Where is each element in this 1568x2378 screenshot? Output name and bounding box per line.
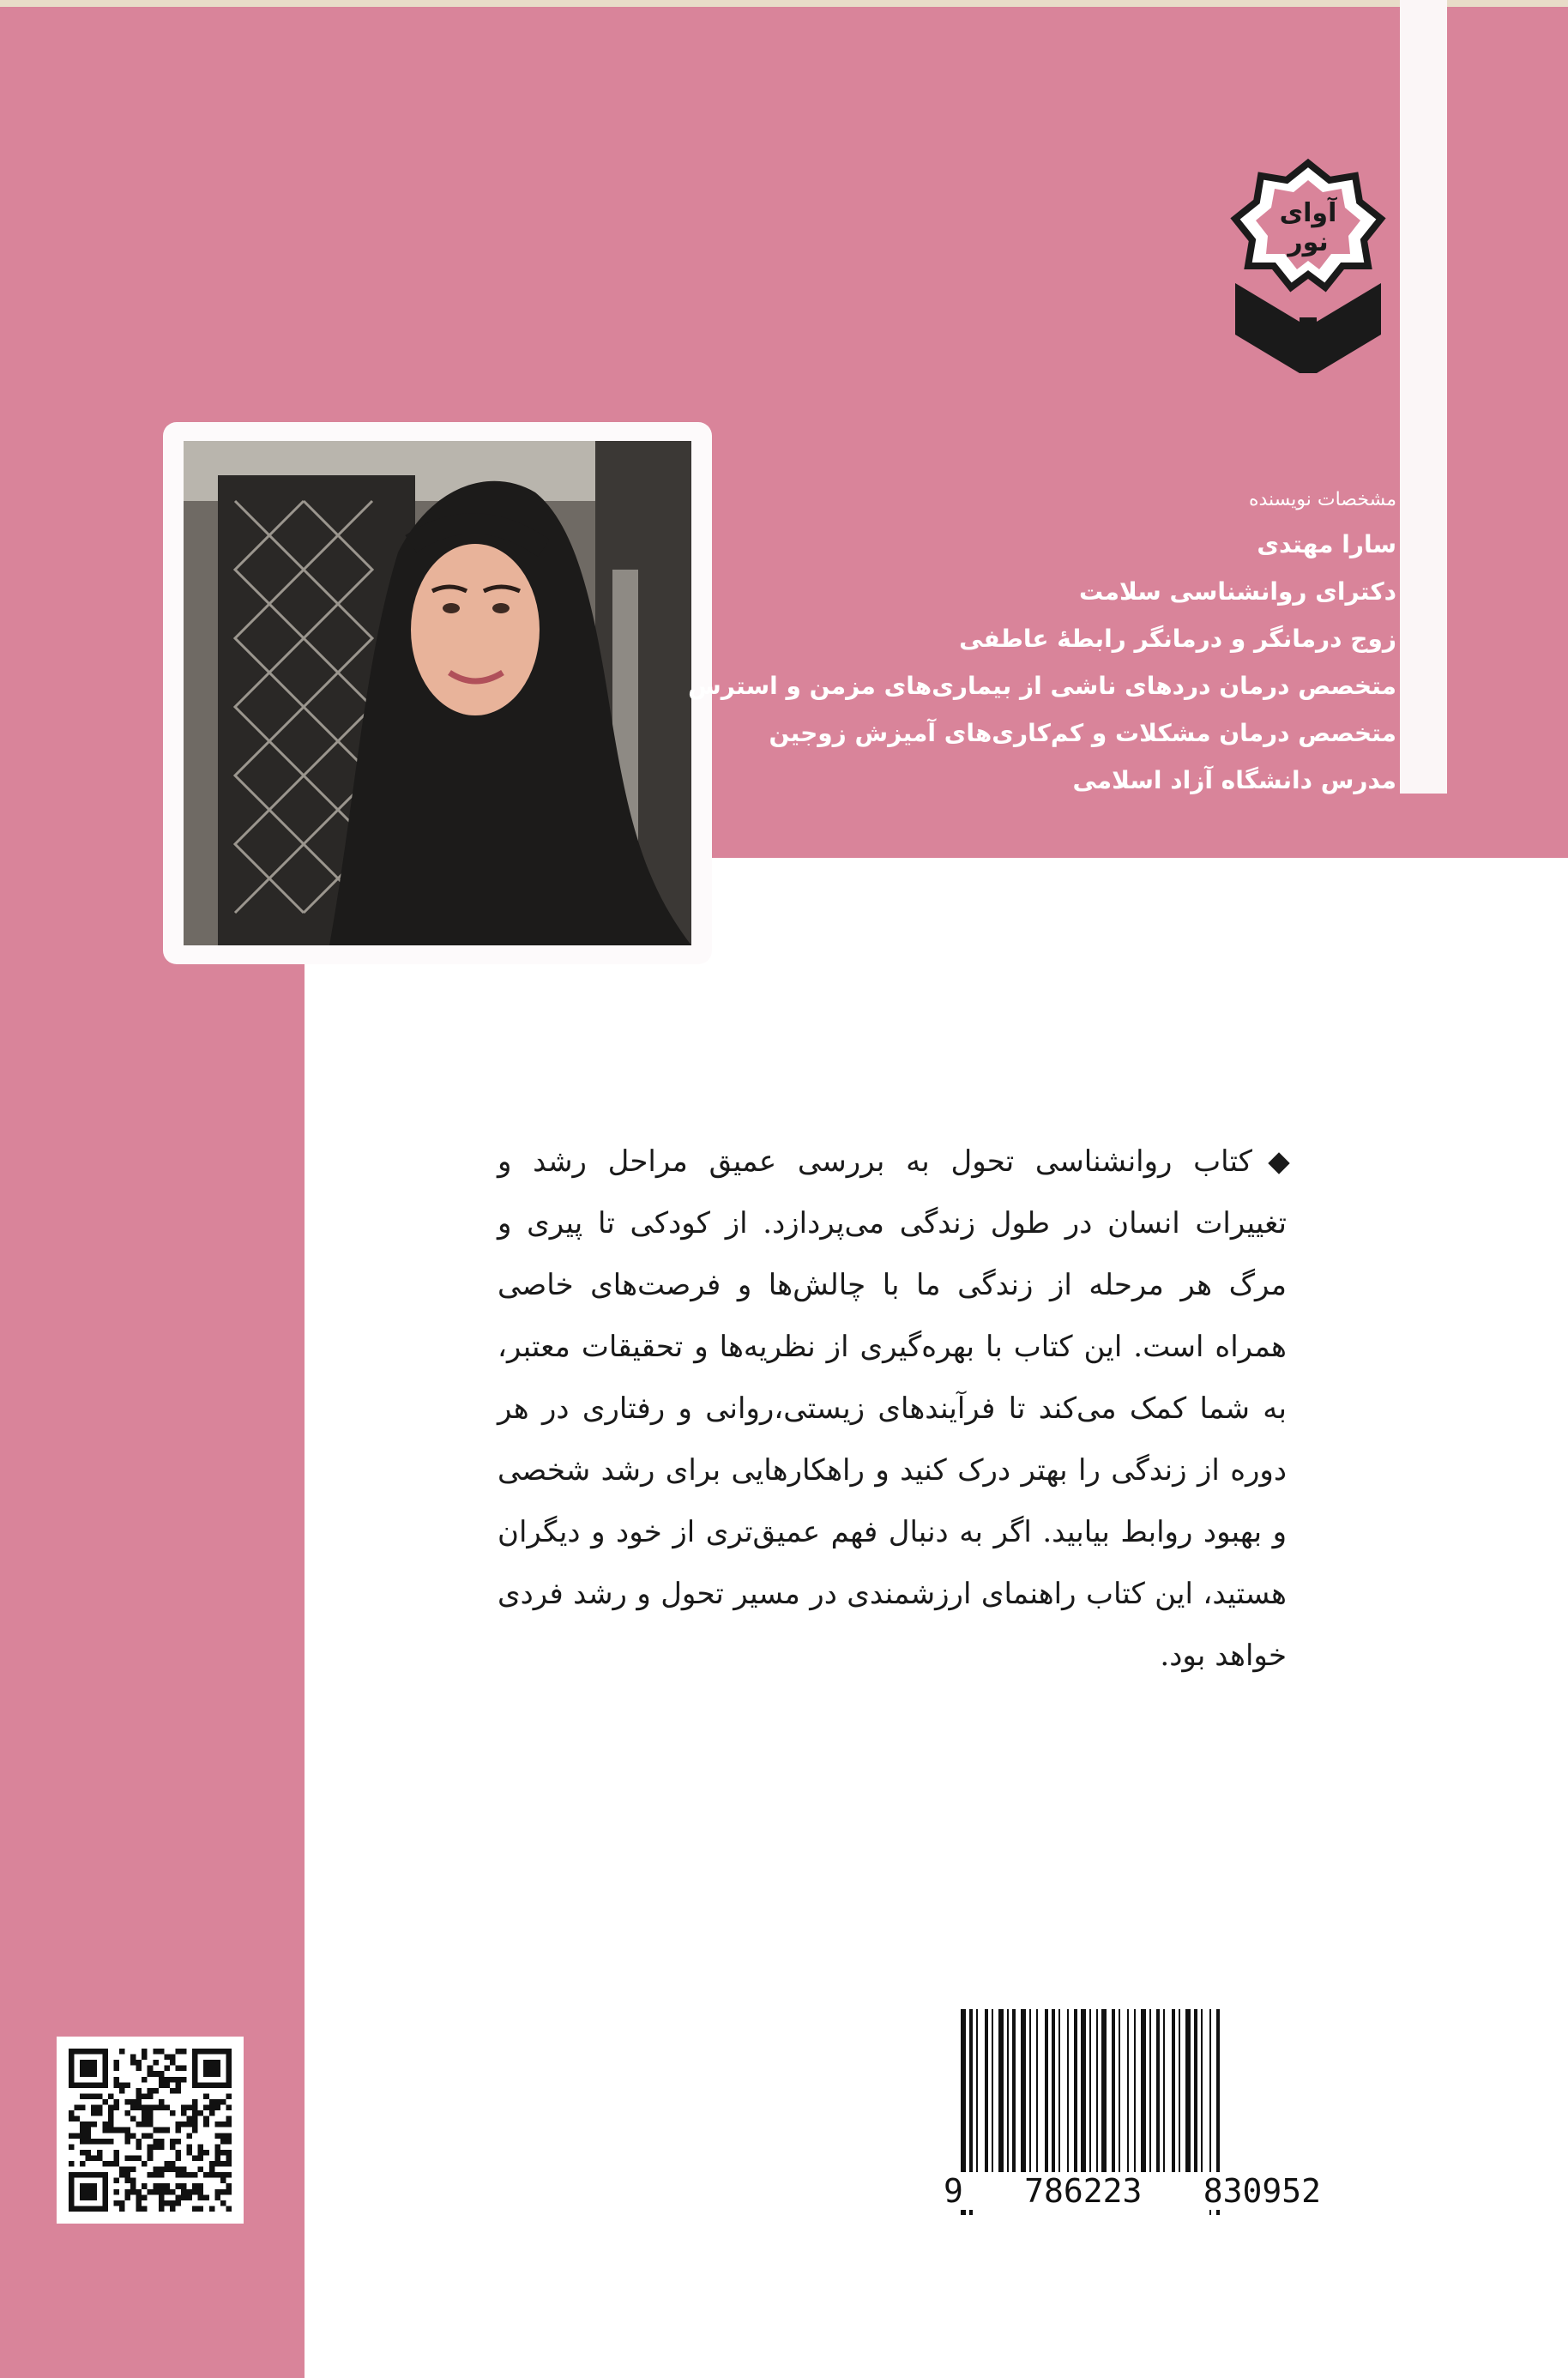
qr-code-icon bbox=[69, 2049, 232, 2212]
publisher-logo bbox=[1227, 154, 1390, 377]
cover-top-edge bbox=[0, 0, 1568, 7]
author-name: سارا مهتدی bbox=[1257, 530, 1396, 558]
author-credential: دکترای روانشناسی سلامت bbox=[1079, 577, 1396, 606]
book-description bbox=[498, 1131, 1287, 1687]
author-credential: مدرس دانشگاه آزاد اسلامی bbox=[1072, 766, 1396, 794]
author-photo bbox=[184, 441, 691, 945]
author-info-heading: مشخصات نویسنده bbox=[1248, 489, 1396, 510]
author-credential: متخصص درمان دردهای ناشی از بیماری‌های مزمن و استرس bbox=[688, 672, 1396, 700]
cover-side-strip bbox=[1400, 0, 1447, 794]
isbn-number bbox=[944, 2172, 1321, 2210]
book-description-text: کتاب روانشناسی تحول به بررسی عمیق مراحل رشد و تغییرات انسان در طول زندگی می‌پردازد. از کودکی تا پیری و مرگ هر مرحله از زندگی ما با چالش‌ها و فرصت‌های خاصی همراه است. این کتاب با بهره‌گیری از نظریه‌ها و تحقیقات معتبر، به شما کمک می‌کند تا فرآیندهای زیستی،روانی و رفتاری در هر دوره از زندگی را بهتر درک کنید و راهکارهایی برای رشد شخصی و بهبود روابط بیابید. اگر به دنبال فهم عمیق‌تری از خود و دیگران هستید، این کتاب راهنمای ارزشمندی در مسیر تحول و رشد فردی خواهد بود. bbox=[498, 1144, 1287, 1673]
isbn-digit-group: 9 bbox=[944, 2172, 963, 2210]
logo-text-line1: آوای bbox=[1279, 198, 1337, 228]
author-credential: متخصص درمان مشکلات و کم‌کاری‌های آمیزش زوجین bbox=[769, 719, 1396, 747]
author-credential: زوج درمانگر و درمانگر رابطهٔ عاطفی bbox=[959, 625, 1396, 653]
author-info bbox=[624, 489, 1396, 804]
isbn-digit-group: 830952 bbox=[1203, 2172, 1321, 2210]
qr-code-frame bbox=[57, 2037, 244, 2224]
isbn-digit-group: 786223 bbox=[1024, 2172, 1143, 2210]
diamond-bullet-icon bbox=[1268, 1152, 1289, 1174]
logo-text-line2: نور bbox=[1288, 227, 1329, 257]
